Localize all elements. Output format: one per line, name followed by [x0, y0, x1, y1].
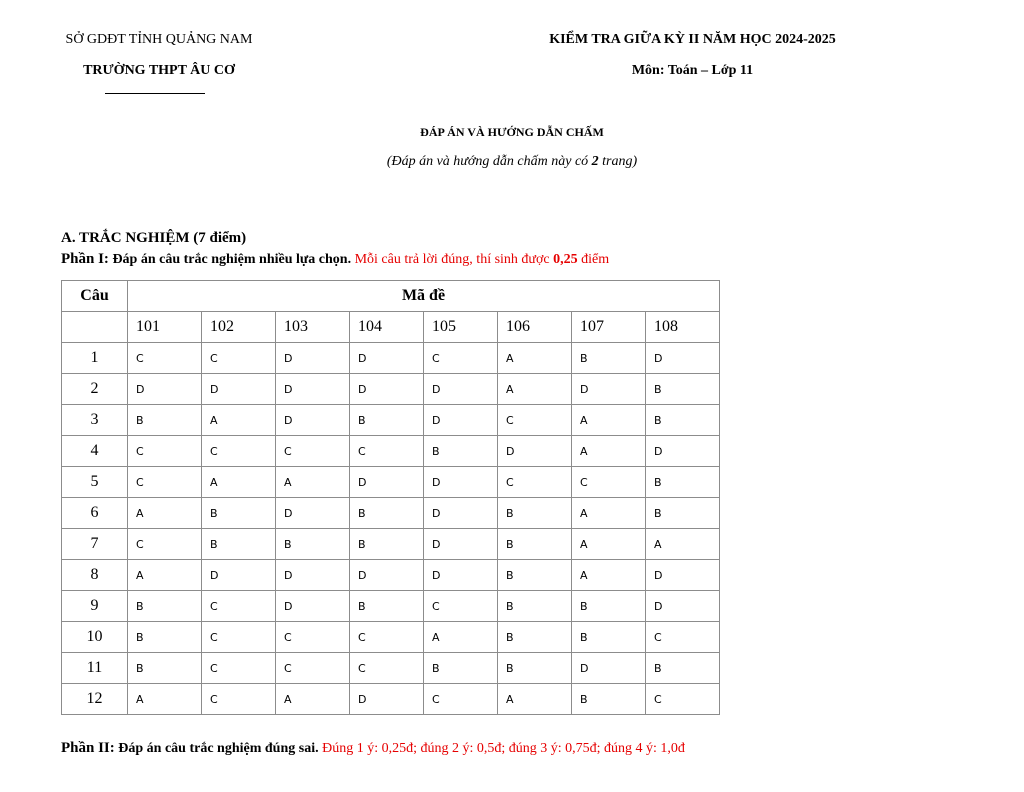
answer-cell: D	[424, 529, 498, 560]
answer-cell: B	[572, 684, 646, 715]
question-number-cell: 6	[62, 498, 128, 529]
exam-code-cell: 104	[350, 312, 424, 343]
answer-cell: C	[424, 343, 498, 374]
answer-cell: D	[276, 498, 350, 529]
answer-cell: C	[646, 684, 720, 715]
exam-code-cell: 103	[276, 312, 350, 343]
answer-cell: C	[202, 684, 276, 715]
part1-label: Phần I:	[61, 251, 109, 267]
answer-cell: B	[350, 591, 424, 622]
answer-cell: C	[128, 343, 202, 374]
answer-cell: D	[572, 653, 646, 684]
part1-instruction	[61, 251, 609, 268]
answer-cell: C	[350, 622, 424, 653]
answer-cell: B	[646, 405, 720, 436]
table-row	[62, 622, 720, 653]
answer-cell: C	[424, 684, 498, 715]
answer-cell: D	[646, 591, 720, 622]
answer-cell: C	[276, 653, 350, 684]
exam-title: KIỂM TRA GIỮA KỲ II NĂM HỌC 2024-2025	[549, 32, 836, 47]
answer-cell: D	[424, 498, 498, 529]
answer-cell: C	[498, 467, 572, 498]
answer-cell: B	[498, 591, 572, 622]
answer-cell: B	[572, 343, 646, 374]
answer-cell: A	[498, 374, 572, 405]
part2-label: Phần II:	[61, 740, 115, 756]
empty-cell	[62, 312, 128, 343]
exam-code-cell: 101	[128, 312, 202, 343]
answer-cell: D	[646, 343, 720, 374]
answer-cell: B	[646, 498, 720, 529]
answer-cell: A	[128, 560, 202, 591]
answer-cell: C	[350, 653, 424, 684]
answer-cell: B	[350, 529, 424, 560]
answer-cell: B	[128, 591, 202, 622]
table-row	[62, 467, 720, 498]
answer-cell: B	[498, 560, 572, 591]
answer-cell: A	[498, 684, 572, 715]
header-divider	[105, 93, 205, 94]
answer-cell: A	[424, 622, 498, 653]
answer-cell: C	[572, 467, 646, 498]
answer-cell: B	[128, 405, 202, 436]
answer-key-table	[61, 280, 720, 715]
school-name: TRƯỜNG THPT ÂU CƠ	[83, 63, 235, 78]
table-row	[62, 529, 720, 560]
answer-cell: C	[350, 436, 424, 467]
answer-cell: A	[276, 467, 350, 498]
document-subtitle	[0, 154, 1024, 170]
answer-cell: A	[572, 498, 646, 529]
answer-cell: D	[350, 374, 424, 405]
question-number-cell: 11	[62, 653, 128, 684]
answer-cell: C	[202, 343, 276, 374]
table-header-row	[62, 281, 720, 312]
table-row	[62, 684, 720, 715]
answer-cell: A	[646, 529, 720, 560]
question-number-cell: 12	[62, 684, 128, 715]
subtitle-text-after: trang)	[598, 154, 638, 169]
answer-cell: C	[498, 405, 572, 436]
question-number-cell: 1	[62, 343, 128, 374]
answer-cell: D	[424, 560, 498, 591]
answer-cell: A	[572, 560, 646, 591]
answer-cell: C	[276, 622, 350, 653]
answer-cell: D	[424, 405, 498, 436]
section-a-heading: A. TRẮC NGHIỆM (7 điểm)	[61, 230, 247, 246]
answer-cell: D	[276, 343, 350, 374]
answer-cell: C	[202, 591, 276, 622]
answer-cell: B	[572, 591, 646, 622]
answer-cell: A	[572, 436, 646, 467]
answer-cell: B	[646, 374, 720, 405]
answer-cell: B	[424, 653, 498, 684]
part2-instruction	[61, 740, 685, 757]
answer-cell: D	[276, 374, 350, 405]
answer-cell: B	[128, 622, 202, 653]
answer-cell: B	[350, 405, 424, 436]
table-row	[62, 343, 720, 374]
answer-cell: B	[424, 436, 498, 467]
answer-cell: D	[646, 436, 720, 467]
exam-codes-row	[62, 312, 720, 343]
question-number-cell: 5	[62, 467, 128, 498]
document-title: ĐÁP ÁN VÀ HƯỚNG DẪN CHẤM	[420, 125, 604, 139]
answer-cell: D	[350, 560, 424, 591]
part1-scoring-text: Mỗi câu trả lời đúng, thí sinh được	[351, 252, 554, 267]
answer-cell: C	[202, 653, 276, 684]
answer-cell: C	[646, 622, 720, 653]
answer-cell: D	[350, 684, 424, 715]
exam-code-cell: 107	[572, 312, 646, 343]
answer-cell: D	[276, 591, 350, 622]
page-count: 2	[591, 154, 599, 169]
table-row	[62, 374, 720, 405]
question-number-cell: 2	[62, 374, 128, 405]
answer-cell: B	[202, 498, 276, 529]
answer-cell: C	[202, 622, 276, 653]
answer-cell: A	[572, 405, 646, 436]
answer-cell: C	[128, 529, 202, 560]
question-number-cell: 8	[62, 560, 128, 591]
table-row	[62, 405, 720, 436]
answer-cell: D	[646, 560, 720, 591]
answer-cell: D	[350, 467, 424, 498]
exam-code-cell: 105	[424, 312, 498, 343]
answer-cell: A	[572, 529, 646, 560]
answer-cell: D	[202, 374, 276, 405]
part1-description: Đáp án câu trắc nghiệm nhiều lựa chọn.	[108, 252, 352, 267]
answer-cell: C	[128, 436, 202, 467]
question-column-header: Câu	[62, 281, 128, 312]
answer-cell: B	[572, 622, 646, 653]
answer-cell: C	[202, 436, 276, 467]
answer-cell: B	[498, 653, 572, 684]
answer-cell: B	[646, 653, 720, 684]
answer-cell: C	[128, 467, 202, 498]
table-row	[62, 560, 720, 591]
answer-cell: A	[128, 684, 202, 715]
answer-cell: D	[350, 343, 424, 374]
answer-cell: B	[202, 529, 276, 560]
question-number-cell: 7	[62, 529, 128, 560]
question-number-cell: 9	[62, 591, 128, 622]
exam-code-cell: 102	[202, 312, 276, 343]
question-number-cell: 3	[62, 405, 128, 436]
subject-line: Môn: Toán – Lớp 11	[631, 63, 754, 78]
question-number-cell: 10	[62, 622, 128, 653]
answer-cell: D	[424, 374, 498, 405]
department-name: SỞ GDĐT TỈNH QUẢNG NAM	[65, 32, 253, 47]
answer-cell: B	[498, 529, 572, 560]
answer-cell: B	[498, 622, 572, 653]
answer-cell: C	[424, 591, 498, 622]
answer-cell: A	[202, 405, 276, 436]
exam-code-column-header: Mã đề	[128, 281, 720, 312]
answer-cell: D	[276, 560, 350, 591]
answer-cell: D	[202, 560, 276, 591]
answer-cell: B	[276, 529, 350, 560]
part2-description: Đáp án câu trắc nghiệm đúng sai.	[114, 741, 319, 756]
exam-code-cell: 106	[498, 312, 572, 343]
question-number-cell: 4	[62, 436, 128, 467]
answer-cell: D	[276, 405, 350, 436]
answer-cell: D	[128, 374, 202, 405]
answer-cell: B	[646, 467, 720, 498]
table-row	[62, 498, 720, 529]
answer-cell: C	[276, 436, 350, 467]
answer-cell: A	[202, 467, 276, 498]
subtitle-text-before: (Đáp án và hướng dẫn chấm này có	[386, 154, 592, 169]
part2-scoring-text: Đúng 1 ý: 0,25đ; đúng 2 ý: 0,5đ; đúng 3 ý: 0,75đ; đúng 4 ý: 1,0đ	[318, 741, 685, 756]
answer-cell: B	[498, 498, 572, 529]
table-row	[62, 653, 720, 684]
part1-points: 0,25	[553, 252, 578, 267]
answer-cell: A	[128, 498, 202, 529]
exam-code-cell: 108	[646, 312, 720, 343]
answer-cell: A	[276, 684, 350, 715]
answer-cell: B	[350, 498, 424, 529]
answer-cell: A	[498, 343, 572, 374]
part1-scoring-unit: điểm	[577, 252, 610, 267]
table-row	[62, 591, 720, 622]
table-row	[62, 436, 720, 467]
answer-cell: D	[424, 467, 498, 498]
answer-cell: D	[498, 436, 572, 467]
answer-cell: B	[128, 653, 202, 684]
answer-cell: D	[572, 374, 646, 405]
